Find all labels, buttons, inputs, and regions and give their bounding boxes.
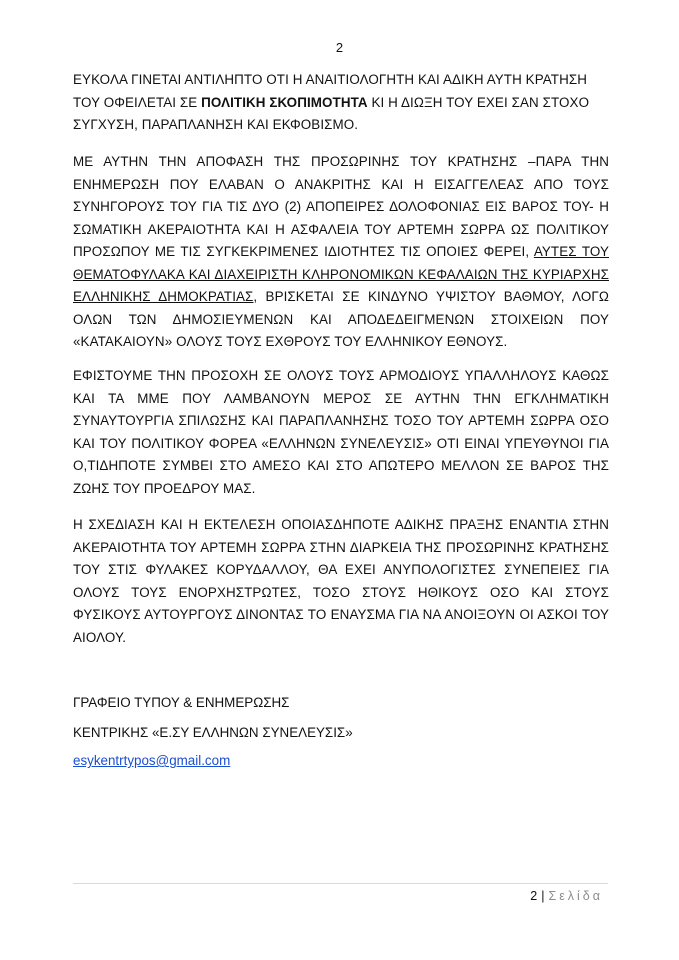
- paragraph-2-text-a: ΜΕ ΑΥΤΗΝ ΤΗΝ ΑΠΟΦΑΣΗ ΤΗΣ ΠΡΟΣΩΡΙΝΗΣ ΤΟΥ ΚΡΑΤΗΣΗΣ –ΠΑΡΑ ΤΗΝ ΕΝΗΜΕΡΩΣΗ ΠΟΥ ΕΛΑΒΑΝ Ο ΑΝΑΚΡΙΤΗΣ ΚΑΙ Η ΕΙΣΑΓΓΕΛΕΑΣ ΑΠΟ ΤΟΥΣ ΣΥΝΗΓΟΡΟΥΣ ΤΟΥ ΓΙΑ ΤΙΣ ΔΥΟ (2) ΑΠΟΠΕΙΡΕΣ ΔΟΛΟΦΟΝΙΑΣ ΕΙΣ ΒΑΡΟΣ ΤΟΥ- Η ΣΩΜΑΤΙΚΗ ΑΚΕΡΑΙΟΤΗΤΑ ΚΑΙ Η ΑΣΦΑΛΕΙΑ ΤΟΥ ΑΡΤΕΜΗ ΣΩΡΡΑ ΩΣ ΠΟΛΙΤΙΚΟΥ ΠΡΟΣΩΠΟΥ ΜΕ ΤΙΣ ΣΥΓΚΕΚΡΙΜΕΝΕΣ ΙΔΙΟΤΗΤΕΣ ΤΙΣ ΟΠΟΙΕΣ ΦΕΡΕΙ,: [73, 154, 609, 259]
- contact-email-link[interactable]: esykentrtypos@gmail.com: [73, 753, 231, 768]
- paragraph-3: [73, 365, 609, 500]
- footer-divider: [73, 883, 608, 884]
- paragraph-1: [73, 69, 609, 137]
- paragraph-4: [73, 514, 609, 649]
- paragraph-2: [73, 151, 609, 354]
- footer-page-number: 2: [530, 889, 538, 903]
- page-number-top: 2: [335, 40, 344, 55]
- paragraph-2-text-b: , ΒΡΙΣΚΕΤΑΙ ΣΕ ΚΙΝΔΥΝΟ ΥΨΙΣΤΟΥ ΒΑΘΜΟΥ, ΛΟΓΩ ΟΛΩΝ ΤΩΝ ΔΗΜΟΣΙΕΥΜΕΝΩΝ ΚΑΙ ΑΠΟΔΕΔΕΙΓΜΕΝΩΝ ΣΤΟΙΧΕΙΩΝ ΠΟΥ «ΚΑΤΑΚΑΙΟΥΝ» ΟΛΟΥΣ ΤΟΥΣ ΕΧΘΡΟΥΣ ΤΟΥ ΕΛΛΗΝΙΚΟΥ ΕΘΝΟΥΣ.: [73, 289, 609, 349]
- paragraph-4-text: Η ΣΧΕΔΙΑΣΗ ΚΑΙ Η ΕΚΤΕΛΕΣΗ ΟΠΟΙΑΣΔΗΠΟΤΕ ΑΔΙΚΗΣ ΠΡΑΞΗΣ ΕΝΑΝΤΙΑ ΣΤΗΝ ΑΚΕΡΑΙΟΤΗΤΑ ΤΟΥ ΑΡΤΕΜΗ ΣΩΡΡΑ ΣΤΗΝ ΔΙΑΡΚΕΙΑ ΤΗΣ ΠΡΟΣΩΡΙΝΗΣ ΚΡΑΤΗΣΗΣ ΤΟΥ ΣΤΙΣ ΦΥΛΑΚΕΣ ΚΟΡΥΔΑΛΛΟΥ, ΘΑ ΕΧΕΙ ΑΝΥΠΟΛΟΓΙΣΤΕΣ ΣΥΝΕΠΕΙΕΣ ΓΙΑ ΟΛΟΥΣ ΤΟΥΣ ΕΝΟΡΧΗΣΤΡΩΤΕΣ, ΤΟΣΟ ΣΤΟΥΣ ΗΘΙΚΟΥΣ ΟΣΟ ΚΑΙ ΣΤΟΥΣ ΦΥΣΙΚΟΥΣ ΑΥΤΟΥΡΓΟΥΣ ΔΙΝΟΝΤΑΣ ΤΟ ΕΝΑΥΣΜΑ ΓΙΑ ΝΑ ΑΝΟΙΞΟΥΝ ΟΙ ΑΣΚΟΙ ΤΟΥ ΑΙΟΛΟΥ.: [73, 517, 609, 645]
- footer: [530, 889, 603, 903]
- footer-page-word: Σελίδα: [548, 889, 603, 903]
- signature-organization: ΚΕΝΤΡΙΚΗΣ «Ε.ΣΥ ΕΛΛΗΝΩΝ ΣΥΝΕΛΕΥΣΙΣ»: [73, 725, 353, 740]
- footer-separator: |: [541, 889, 545, 903]
- signature-office: ΓΡΑΦΕΙΟ ΤΥΠΟΥ & ΕΝΗΜΕΡΩΣΗΣ: [73, 695, 290, 710]
- paragraph-1-text-b: ΚΙ Η ΔΙΩΞΗ ΤΟΥ ΕΧΕΙ ΣΑΝ ΣΤΟΧΟ ΣΥΓΧΥΣΗ, ΠΑΡΑΠΛΑΝΗΣΗ ΚΑΙ ΕΚΦΟΒΙΣΜΟ.: [73, 94, 590, 132]
- paragraph-1-bold: ΠΟΛΙΤΙΚΗ ΣΚΟΠΙΜΟΤΗΤΑ: [201, 94, 368, 110]
- paragraph-2-underlined: ΑΥΤΕΣ ΤΟΥ ΘΕΜΑΤΟΦΥΛΑΚΑ ΚΑΙ ΔΙΑΧΕΙΡΙΣΤΗ ΚΛΗΡΟΝΟΜΙΚΩΝ ΚΕΦΑΛΑΙΩΝ ΤΗΣ ΚΥΡΙΑΡΧΗΣ ΕΛΛΗΝΙΚΗΣ ΔΗΜΟΚΡΑΤΙΑΣ: [73, 244, 609, 304]
- paragraph-1-text-a: ΕΥΚΟΛΑ ΓΙΝΕΤΑΙ ΑΝΤΙΛΗΠΤΟ ΟΤΙ Η ΑΝΑΙΤΙΟΛΟΓΗΤΗ ΚΑΙ ΑΔΙΚΗ ΑΥΤΗ ΚΡΑΤΗΣΗ ΤΟΥ ΟΦΕΙΛΕΤΑΙ ΣΕ: [73, 72, 587, 110]
- paragraph-3-text: ΕΦΙΣΤΟΥΜΕ ΤΗΝ ΠΡΟΣΟΧΗ ΣΕ ΟΛΟΥΣ ΤΟΥΣ ΑΡΜΟΔΙΟΥΣ ΥΠΑΛΛΗΛΟΥΣ ΚΑΘΩΣ ΚΑΙ ΤΑ ΜΜΕ ΠΟΥ ΛΑΜΒΑΝΟΥΝ ΜΕΡΟΣ ΣΕ ΑΥΤΗΝ ΤΗΝ ΕΓΚΛΗΜΑΤΙΚΗ ΣΥΝΑΥΤΟΥΡΓΙΑ ΣΠΙΛΩΣΗΣ ΚΑΙ ΠΑΡΑΠΛΑΝΗΣΗΣ ΤΟΣΟ ΤΟΥ ΑΡΤΕΜΗ ΣΩΡΡΑ ΟΣΟ ΚΑΙ ΤΟΥ ΠΟΛΙΤΙΚΟΥ ΦΟΡΕΑ «ΕΛΛΗΝΩΝ ΣΥΝΕΛΕΥΣΙΣ» ΟΤΙ ΕΙΝΑΙ ΥΠΕΥΘΥΝΟΙ ΓΙΑ Ο,ΤΙΔΗΠΟΤΕ ΣΥΜΒΕΙ ΣΤΟ ΑΜΕΣΟ ΚΑΙ ΣΤΟ ΑΠΩΤΕΡΟ ΜΕΛΛΟΝ ΣΕ ΒΑΡΟΣ ΤΗΣ ΖΩΗΣ ΤΟΥ ΠΡΟΕΔΡΟΥ ΜΑΣ.: [73, 368, 609, 496]
